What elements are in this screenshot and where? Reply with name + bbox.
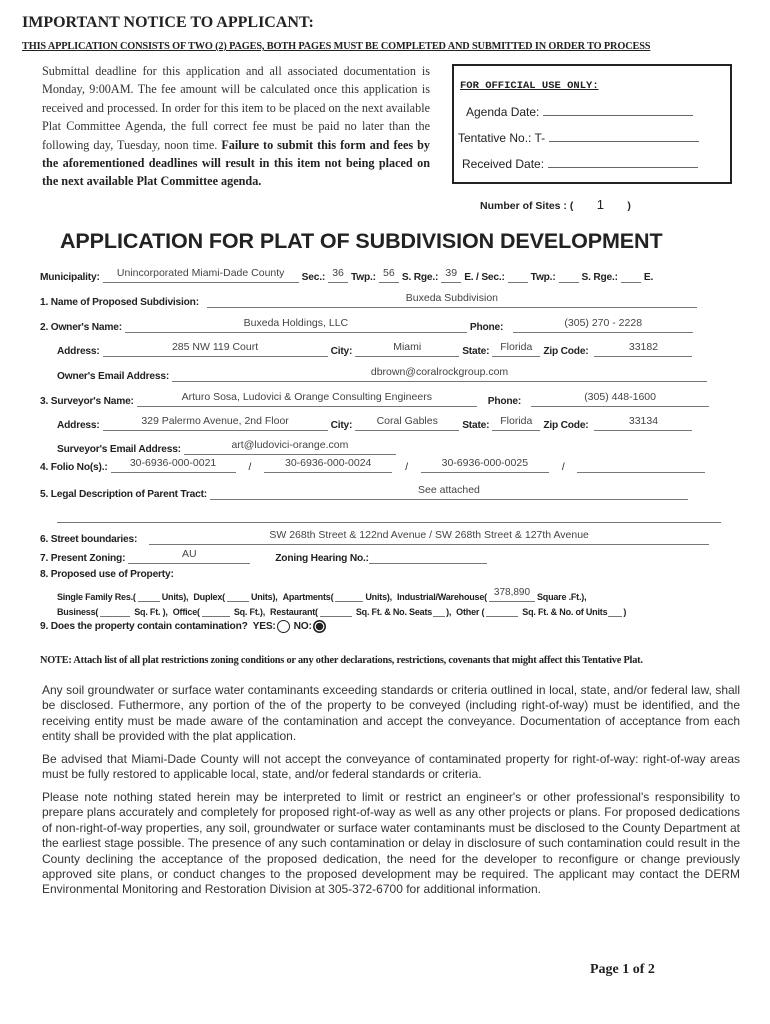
folio-separator: /	[405, 462, 408, 473]
seats-field[interactable]	[433, 602, 445, 617]
surveyor-city-field[interactable]: Coral Gables	[355, 416, 459, 431]
sites-close: )	[627, 200, 631, 212]
notice-heading: IMPORTANT NOTICE TO APPLICANT:	[22, 14, 314, 31]
business-label: Business(	[57, 607, 99, 617]
sec-field[interactable]: 36	[328, 268, 348, 283]
restaurant-field[interactable]	[320, 602, 352, 617]
single-family-field[interactable]	[138, 587, 160, 602]
legal-description-field[interactable]: See attached	[210, 485, 688, 500]
sqft-label: Square .Ft.),	[536, 592, 587, 602]
proposed-use-row-1	[57, 587, 586, 602]
folio-label: 4. Folio No(s).:	[40, 462, 108, 473]
sites-label: Number of Sites : (	[480, 200, 574, 212]
sites-value[interactable]: 1	[596, 197, 604, 212]
notice-subheading: THIS APPLICATION CONSISTS OF TWO (2) PAGES, BOTH PAGES MUST BE COMPLETED AND SUBMITTED IN ORDER TO PROCESS	[22, 41, 651, 52]
twp-field[interactable]: 56	[379, 268, 399, 283]
owner-zip-field[interactable]: 33182	[594, 342, 692, 357]
surveyor-name-field[interactable]: Arturo Sosa, Ludovici & Orange Consulting Engineers	[137, 392, 477, 407]
close-paren: ),	[446, 607, 452, 617]
folio-separator: /	[561, 462, 565, 473]
twp-label: Twp.:	[351, 272, 376, 283]
street-boundaries-field[interactable]: SW 268th Street & 122nd Avenue / SW 268th Street & 127th Avenue	[149, 530, 709, 545]
owner-state-label: State:	[462, 346, 490, 357]
advisory-paragraph: Be advised that Miami-Dade County will not accept the conveyance of contaminated property for right-of-way: right-of-way areas must be fully restored to applicable local, state, and/or federal standards or criteria.	[42, 752, 740, 782]
contamination-no-radio[interactable]	[313, 620, 326, 633]
contamination-yes-radio[interactable]	[277, 620, 290, 633]
seats-label: Sq. Ft. & No. Seats	[355, 607, 433, 617]
sec2-field[interactable]	[508, 268, 528, 283]
other-field[interactable]	[486, 602, 518, 617]
tentative-no-field	[458, 130, 699, 145]
other-label: Other (	[456, 607, 485, 617]
restaurant-label: Restaurant(	[270, 607, 318, 617]
units-label: Units),	[161, 592, 189, 602]
q1-row	[40, 293, 700, 308]
contamination-label: 9. Does the property contain contamination?	[40, 621, 248, 632]
apartments-label: Apartments(	[282, 592, 334, 602]
rge-label: S. Rge.:	[401, 272, 439, 283]
duplex-label: Duplex(	[193, 592, 225, 602]
surveyor-email-field[interactable]: art@ludovici-orange.com	[184, 440, 396, 455]
street-boundaries-label: 6. Street boundaries:	[40, 534, 138, 545]
agenda-date-label: Agenda Date:	[466, 105, 540, 119]
owner-city-label: City:	[330, 346, 353, 357]
sqft-label: Sq. Ft.),	[233, 607, 266, 617]
owner-address-label: Address:	[57, 346, 100, 357]
duplex-field[interactable]	[227, 587, 249, 602]
other-units-label: Sq. Ft. & No. of Units	[522, 607, 608, 617]
agenda-date-field	[466, 104, 693, 119]
business-field[interactable]	[100, 602, 130, 617]
owner-city-field[interactable]: Miami	[355, 342, 459, 357]
surveyor-address-field[interactable]: 329 Palermo Avenue, 2nd Floor	[103, 416, 328, 431]
page-number: Page 1 of 2	[590, 962, 655, 977]
rge-field[interactable]: 39	[441, 268, 461, 283]
office-field[interactable]	[202, 602, 230, 617]
owner-email-row	[57, 367, 710, 382]
industrial-field[interactable]: 378,890	[489, 587, 535, 602]
other-units-field[interactable]	[608, 602, 622, 617]
municipality-label: Municipality:	[40, 272, 100, 283]
surveyor-email-label: Surveyor's Email Address:	[57, 444, 181, 455]
owner-phone-label: Phone:	[469, 322, 504, 333]
yes-label: YES:	[252, 621, 276, 632]
official-use-box	[452, 64, 732, 184]
folio-field-4[interactable]	[577, 458, 705, 473]
subdivision-name-label: 1. Name of Proposed Subdivision:	[40, 297, 199, 308]
owner-zip-label: Zip Code:	[543, 346, 589, 357]
received-date-label: Received Date:	[462, 157, 545, 171]
q9-row	[40, 620, 330, 633]
surveyor-address-label: Address:	[57, 420, 100, 431]
rge2-field[interactable]	[621, 268, 641, 283]
surveyor-zip-field[interactable]: 33134	[594, 416, 692, 431]
sec-label: Sec.:	[301, 272, 326, 283]
close-paren: )	[623, 607, 627, 617]
e-label: E.	[643, 272, 654, 283]
folio-field-3[interactable]: 30-6936-000-0025	[421, 458, 549, 473]
municipality-field[interactable]: Unincorporated Miami-Dade County	[103, 268, 299, 283]
q5-row	[40, 485, 691, 500]
form-title: APPLICATION FOR PLAT OF SUBDIVISION DEVELOPMENT	[60, 229, 663, 253]
q8-row	[40, 569, 174, 580]
sec2-label: E. / Sec.:	[464, 272, 505, 283]
zoning-hearing-field[interactable]	[369, 549, 487, 564]
apartments-field[interactable]	[335, 587, 363, 602]
folio-field-2[interactable]: 30-6936-000-0024	[264, 458, 392, 473]
folio-separator: /	[248, 462, 252, 473]
disclosure-paragraph: Any soil groundwater or surface water contaminants exceeding standards or criteria outlined in local, state, and/or federal law, shall be disclosed. Futhermore, any portion of the of the property to be conveyed (including right-of-way) must be identified, and the receiving entity must be made aware of the contamination and accept the conveyance. Documentation of acceptance from each entity shall be provided with the plat application.	[42, 683, 740, 744]
folio-field-1[interactable]: 30-6936-000-0021	[111, 458, 236, 473]
tentative-no-label: Tentative No.: T-	[458, 131, 546, 145]
proposed-use-label: 8. Proposed use of Property:	[40, 569, 174, 580]
no-label: NO:	[293, 621, 312, 632]
owner-email-field[interactable]: dbrown@coralrockgroup.com	[172, 367, 707, 382]
present-zoning-field[interactable]: AU	[128, 549, 250, 564]
responsibility-paragraph: Please note nothing stated herein may be interpreted to limit or restrict an engineer's or other professional's responsibility to prepare plans accurately and completely for proposed right-of-way as well as any other projects or plans. For proposed dedications of non-right-of-way properties, any soil, groundwater or surface water contaminants must be disclosed to the County Department at the earliest stage possible. The presence of any such contamination or delay in disclosure of such contamination could result in the County declining the acceptance of the proposed dedication, the need for the developer to reconfigure or change previously approved site plans, or conduct changes to the proposed development may be required. The applicant may contact the DERM Environmental Monitoring and Restoration Division at 305-372-6700 for additional information.	[42, 790, 740, 897]
subdivision-name-field[interactable]: Buxeda Subdivision	[207, 293, 697, 308]
office-label: Office(	[172, 607, 200, 617]
q3-row	[40, 392, 712, 407]
legal-description-line-2[interactable]	[57, 522, 721, 523]
municipality-row	[40, 268, 653, 283]
surveyor-address-row	[57, 416, 695, 431]
twp2-label: Twp.:	[530, 272, 556, 283]
owner-address-row	[57, 342, 695, 357]
owner-email-label: Owner's Email Address:	[57, 371, 170, 382]
notice-text: Submittal deadline for this application and all associated documentation is Monday, 9:00AM. The fee amount will be calculated once this application is received and processed. In order for this item to be placed on the next available Plat Committee Agenda, the full correct fee must be paid no later than the following day, Tuesday, noon time. Failure to submit this form and fees by the aforementioned deadlines will result in this item not being placed on the next available Plat Committee agenda.	[42, 64, 430, 189]
surveyor-name-label: 3. Surveyor's Name:	[40, 396, 134, 407]
legal-description-label: 5. Legal Description of Parent Tract:	[40, 489, 207, 500]
surveyor-city-label: City:	[330, 420, 353, 431]
surveyor-email-row	[57, 440, 399, 455]
q6-row	[40, 530, 712, 545]
twp2-field[interactable]	[559, 268, 579, 283]
number-of-sites	[480, 197, 631, 212]
owner-state-field[interactable]: Florida	[492, 342, 540, 357]
surveyor-zip-label: Zip Code:	[543, 420, 589, 431]
rge2-label: S. Rge.:	[581, 272, 618, 283]
single-family-label: Single Family Res.(	[57, 592, 136, 602]
units-label: Units),	[250, 592, 278, 602]
q4-row	[40, 458, 708, 473]
owner-phone-field[interactable]: (305) 270 - 2228	[513, 318, 693, 333]
surveyor-phone-field[interactable]: (305) 448-1600	[531, 392, 709, 407]
q7-row	[40, 549, 490, 564]
surveyor-phone-label: Phone:	[487, 396, 522, 407]
q2-row	[40, 318, 696, 333]
official-use-title: FOR OFFICIAL USE ONLY:	[460, 80, 599, 92]
received-date-field	[462, 156, 698, 171]
industrial-label: Industrial/Warehouse(	[396, 592, 487, 602]
note-text: NOTE: Attach list of all plat restrictions zoning conditions or any other declarations, restrictions, covenants that might affect this Tentative Plat.	[40, 655, 643, 666]
surveyor-state-field[interactable]: Florida	[492, 416, 540, 431]
proposed-use-row-2	[57, 602, 626, 617]
units-label: Units),	[365, 592, 392, 602]
owner-name-field[interactable]: Buxeda Holdings, LLC	[125, 318, 467, 333]
present-zoning-label: 7. Present Zoning:	[40, 553, 126, 564]
surveyor-state-label: State:	[462, 420, 490, 431]
owner-name-label: 2. Owner's Name:	[40, 322, 122, 333]
zoning-hearing-label: Zoning Hearing No.:	[275, 553, 369, 564]
owner-address-field[interactable]: 285 NW 119 Court	[103, 342, 328, 357]
sqft-label: Sq. Ft. ),	[134, 607, 168, 617]
